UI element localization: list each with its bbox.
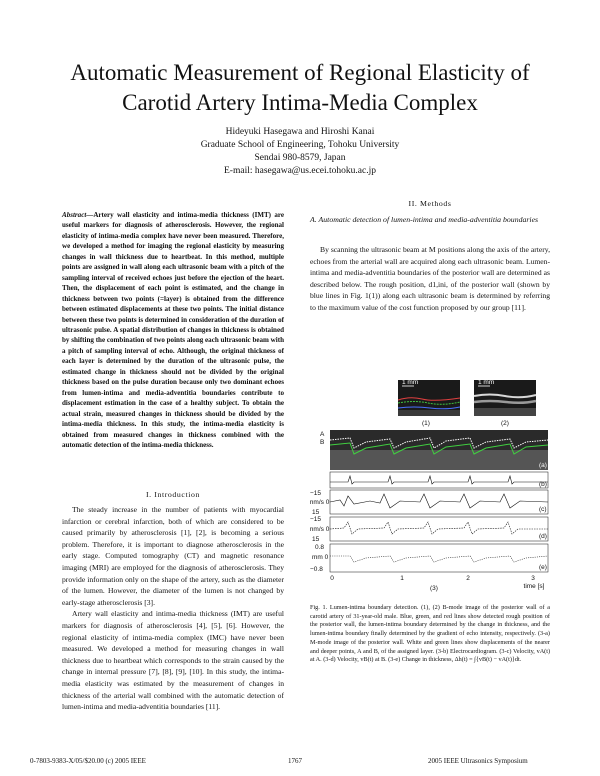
methods-body <box>310 244 550 314</box>
abstract-label: Abstract <box>62 211 87 219</box>
panel-label-b: (b) <box>539 481 547 488</box>
panel-label-3: (3) <box>430 585 438 592</box>
paper-title <box>0 58 600 118</box>
bmode-image-1 <box>398 379 460 427</box>
address: Sendai 980-8579, Japan <box>254 153 346 163</box>
time-tick-0: 0 <box>330 575 334 582</box>
time-tick-1: 1 <box>400 575 404 582</box>
c-axis-unit: mm/s 0 <box>310 499 330 506</box>
ecg-trace <box>330 472 548 488</box>
time-tick-2: 2 <box>466 575 470 582</box>
intro-paragraph-2: Artery wall elasticity and intima-media thickness (IMT) are useful markers for diagnosis of atherosclerosis [4], [5], [6]. However, the regional elasticity of intima-media complex (IMC) have never been measured. We developed a method for measuring changes in wall thickness due to heartbeat which corresponds to the strain caused by the change in internal pressure [7], [8], [9], [10]. In this study, the intima-media elasticity was estimated by the measurement of changes in thickness of the arterial wall combined with the automatic detection of lumen-intima and media-adventitia boundaries [11]. <box>62 609 284 712</box>
ecg-line <box>330 476 548 484</box>
title-line-1: Automatic Measurement of Regional Elasticity of <box>70 60 530 85</box>
time-tick-3: 3 <box>531 575 535 582</box>
velocity-A-plot <box>310 490 548 516</box>
time-axis-label: time [s] <box>523 583 545 590</box>
figure-1-graphic <box>310 378 550 600</box>
methods-paragraph-1: By scanning the ultrasonic beam at M positions along the axis of the artery, echoes from the arterial wall are acquired along each ultrasonic beam. Lumen-intima and media-adventitia boundaries of the posterior wall are determined as described below. The rough position, d1,ini, of the posterior wall (shown by blue lines in Fig. 1(1)) along each ultrasonic beam is determined by referring to the maximum value of the cost function proposed by our group [11]. <box>310 245 550 312</box>
d-axis-unit: mm/s 0 <box>310 526 330 533</box>
scale-label-1: 1 mm <box>402 379 419 386</box>
title-line-2: Carotid Artery Intima-Media Complex <box>122 90 478 115</box>
page-number: 1767 <box>288 757 302 765</box>
velocity-B-line <box>330 522 548 534</box>
e-axis-top: 0.8 <box>315 544 325 551</box>
section-heading-introduction: I. Introduction <box>145 490 201 499</box>
c-axis-bottom: 15 <box>312 509 320 516</box>
panel-label-d: (d) <box>539 533 547 540</box>
thickness-change-line <box>330 556 548 562</box>
c-axis-top: −15 <box>310 490 322 497</box>
panel-label-a: (a) <box>539 462 547 469</box>
bmode-image-2 <box>474 379 536 427</box>
velocity-A-line <box>330 494 548 508</box>
figure-1 <box>310 378 550 600</box>
d-axis-bottom: 15 <box>312 536 320 543</box>
section-heading-methods: II. Methods <box>408 199 452 208</box>
affiliation: Graduate School of Engineering, Tohoku University <box>200 140 400 150</box>
introduction-body <box>62 504 284 713</box>
e-axis-unit: mm 0 <box>312 554 329 561</box>
subsection-heading: A. Automatic detection of lumen-intima and media-adventitia boundaries <box>310 215 539 224</box>
footer-copyright: 0-7803-9383-X/05/$20.00 (c) 2005 IEEE <box>30 757 146 765</box>
authors: Hideyuki Hasegawa and Hiroshi Kanai <box>225 127 375 137</box>
time-axis <box>330 575 544 592</box>
abstract <box>62 210 284 450</box>
thickness-change-plot <box>310 544 548 573</box>
mmode-image <box>320 430 548 470</box>
d-axis-top: −15 <box>310 516 322 523</box>
panel-label-1: (1) <box>422 420 430 427</box>
email: E-mail: hasegawa@us.ecei.tohoku.ac.jp <box>224 166 376 176</box>
e-axis-bottom: −0.8 <box>310 566 323 573</box>
author-block <box>0 126 600 178</box>
point-label-A: A <box>320 431 325 438</box>
panel-label-c: (c) <box>539 506 547 513</box>
intro-paragraph-1: The steady increase in the number of patients with myocardial infarction or cerebral infarction, both of which are considered to be caused primarily by atherosclerosis [1], [2], is becoming a serious problem. Therefore, it is important to diagnose atherosclerosis in the early stage. Computed tomography (CT) and magnetic resonance imaging (MRI) are employed for the diagnosis of atherosclerosis. They provide information only on the shape of the artery, such as the diameter of the lumen. However, the diameter of the lumen is not changed by early-stage atherosclerosis [3]. <box>62 505 284 607</box>
figure-caption: Fig. 1. Lumen-intima boundary detection. (1), (2) B-mode image of the posterior wall of a carotid artery of 31-year-old male. Blue, green, and red lines show detected rough position of the posterior wall, the lumen-intima boundary determined by the change in thickness, and the lumen-intima boundary finally determined by the gradient of echo intensity, respectively. (3-a) M-mode image of the posterior wall. White and green lines show displacements of the nearer and deeper points, A and B, of the assigned layer. (3-b) Electrocardiogram. (3-c) Velocity, vA(t) at A. (3-d) Velocity, vB(t) at B. (3-e) Change in thickness, Δh(t) = ∫{vB(t) − vA(t)}dt. <box>310 604 550 664</box>
scale-label-2: 1 mm <box>478 379 495 386</box>
panel-label-e: (e) <box>539 564 547 571</box>
panel-label-2: (2) <box>501 420 509 427</box>
abstract-text: —Artery wall elasticity and intima-media thickness (IMT) are useful markers for diagnosis of atherosclerosis. However, the regional elasticity of intima-media complex have never been measured. Therefore, we developed a method for imaging the regional elasticity by measuring changes in wall thickness due to heartbeat. In this method, multiple points are assigned in wall along each ultrasonic beam with a pitch of the sampling interval of received echoes just before the ejection of the heart. Then, the displacement of each point is estimated, and the change in thickness between two points (=layer) is obtained from the difference between estimated displacements at these two points. The initial distance between these two points is determined in consideration of the duration of ultrasonic pulse. A spatial distribution of changes in thickness is obtained by shifting the combination of two points along each ultrasonic beam with a pitch of sampling interval of echo. Although, the original thickness of each layer is determined by the duration of the ultrasonic pulse, the estimated change in thickness should not be divided by the original thickness based on the pulse duration because only two dominant echoes from lumen-intima and media-adventitia boundaries contribute to displacement estimation in the case of a healthy subject. To obtain the actual strain, measured changes in thickness should be divided by the intima-media thickness. In this study, the intima-media elasticity is obtained from measured changes in thickness combined with the automatic detection of the intima-media thickness. <box>62 211 284 449</box>
point-label-B: B <box>320 439 325 446</box>
velocity-B-plot <box>310 516 548 543</box>
footer-venue: 2005 IEEE Ultrasonics Symposium <box>428 757 528 765</box>
